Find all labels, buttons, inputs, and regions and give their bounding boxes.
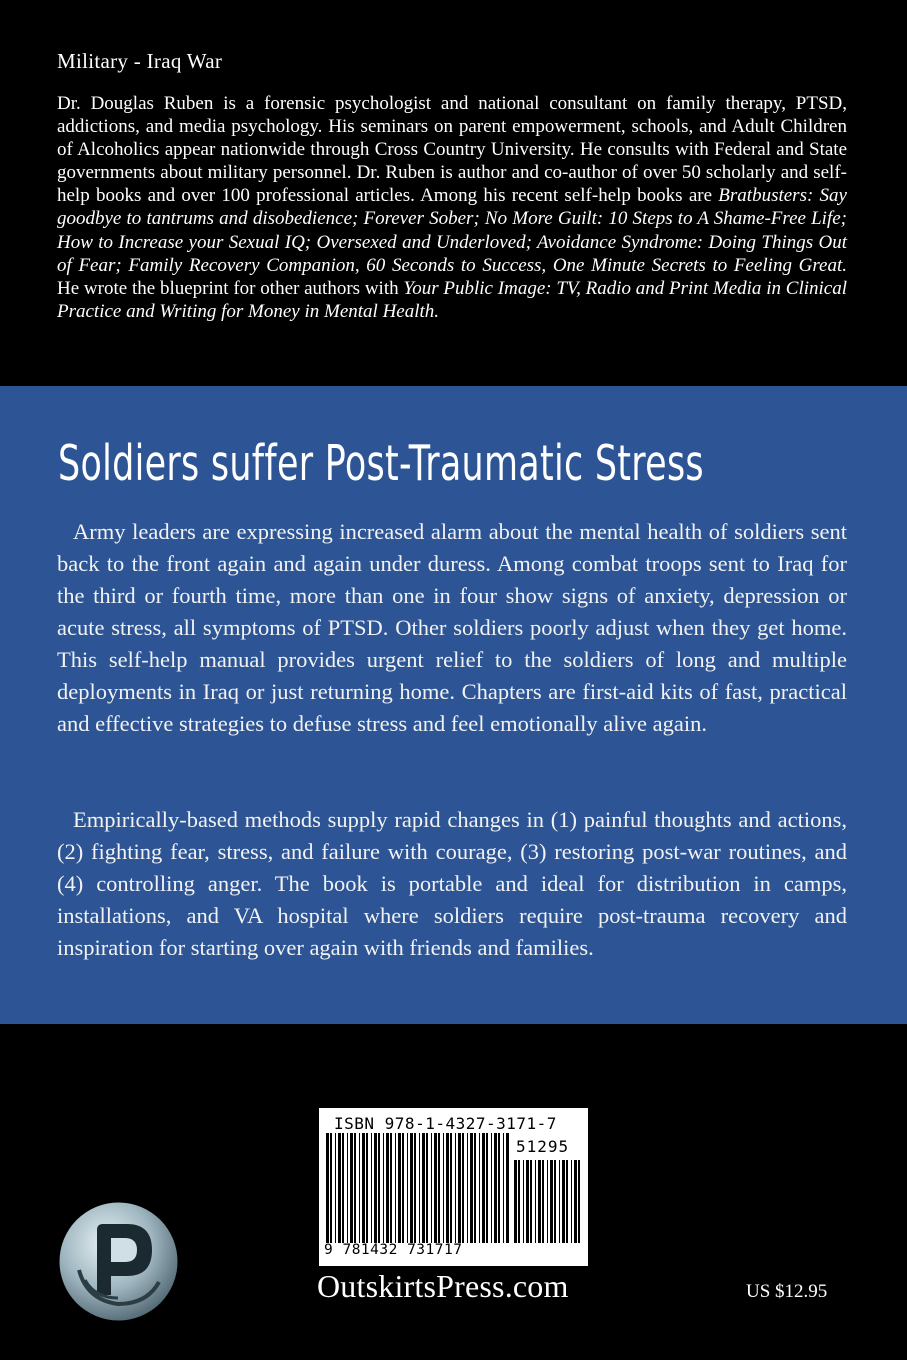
barcode-bar: [431, 1133, 432, 1243]
barcode-bar: [486, 1133, 488, 1243]
barcode-bar: [455, 1133, 456, 1243]
publisher-url: OutskirtsPress.com: [317, 1268, 569, 1304]
barcode-bar: [578, 1160, 580, 1243]
barcode-bar: [491, 1133, 492, 1243]
barcode-bar: [523, 1160, 524, 1243]
barcode-bar: [347, 1133, 348, 1243]
barcode-bar: [359, 1133, 360, 1243]
barcode-bar: [514, 1160, 517, 1243]
bio-text-1: Dr. Douglas Ruben is a forensic psychologist and national consultant on family therapy, PTSD, addictions, and media psychology. His seminars on parent empowerment, schools, and Adult Children of Alcoholics appear nationwide through Cross Country University. He consults with Federal and State governments about military personnel. Dr. Ruben is author and co-author of over 50 scholarly and self-help books and over 100 professional articles. Among his recent self-help books are: [57, 93, 847, 207]
barcode-bar: [422, 1133, 425, 1243]
barcode-bar: [326, 1133, 329, 1243]
barcode-bar: [350, 1133, 353, 1243]
barcode-bar: [419, 1133, 420, 1243]
description-paragraph-1: Army leaders are expressing increased alarm about the mental health of soldiers sent back to the front again and again under duress. Among combat troops sent to Iraq for the third or fourth time, more than one in four show signs of anxiety, depression or acute stress, all symptoms of PTSD. Other soldiers poorly adjust when they get home. This self-help manual provides urgent relief to the soldiers of long and multiple deployments in Iraq or just returning home. Chapters are first-aid kits of fast, practical and effective strategies to defuse stress and feel emotionally alive again.: [57, 519, 847, 736]
barcode-bar: [414, 1133, 416, 1243]
barcode-bar: [542, 1160, 544, 1243]
barcode-bar: [450, 1133, 452, 1243]
bio-book-titles: Bratbusters: Say goodbye to tantrums and disobedience; Forever Sober; No More Guilt: 10 Steps to A Shame-Free Life; How to Increase your Sexual IQ; Oversexed and Underloved; Avoidance Syndrome: Doing Things Out of Fear; Family Recovery Companion, 60 Seconds to Success, One Minute Secrets to Feeling Great.: [57, 185, 847, 276]
barcode-bar: [374, 1133, 377, 1243]
isbn-number: ISBN 978-1-4327-3171-7: [334, 1114, 557, 1133]
barcode-bar: [467, 1133, 468, 1243]
barcode-bar: [526, 1160, 529, 1243]
barcode-bar: [383, 1133, 384, 1243]
barcode-bar: [518, 1160, 520, 1243]
bio-book-titles-2: Your Public Image: TV, Radio and Print Media in Clinical Practice and Writing for Money in Mental Health.: [57, 277, 847, 322]
barcode-bar: [354, 1133, 356, 1243]
barcode-bar: [446, 1133, 449, 1243]
barcode-bar: [410, 1133, 413, 1243]
barcode-bar: [506, 1133, 509, 1243]
barcode-bar: [482, 1133, 485, 1243]
author-bio: [57, 92, 847, 323]
price-code: 51295: [516, 1137, 570, 1156]
barcode-bar: [398, 1133, 401, 1243]
barcode-bar: [362, 1133, 365, 1243]
barcode-bar: [378, 1133, 380, 1243]
ean-digits: 9 781432 731717: [324, 1242, 463, 1258]
category-label: Military - Iraq War: [57, 49, 223, 73]
barcode-bar: [402, 1133, 404, 1243]
barcode-bar: [562, 1160, 565, 1243]
barcode-bar: [462, 1133, 464, 1243]
ean-barcode: [326, 1133, 512, 1243]
price: US $12.95: [746, 1281, 828, 1302]
headline: Soldiers suffer Post-Traumatic Stress: [58, 435, 704, 492]
barcode-bar: [566, 1160, 568, 1243]
author-bio-section: [0, 0, 907, 386]
outskirts-press-logo-icon: [57, 1200, 180, 1323]
addon-barcode: [514, 1160, 582, 1243]
barcode-bar: [386, 1133, 389, 1243]
barcode-bar: [470, 1133, 473, 1243]
barcode-bar: [426, 1133, 428, 1243]
barcode-bar: [503, 1133, 504, 1243]
barcode-bar: [535, 1160, 536, 1243]
barcode-bar: [438, 1133, 440, 1243]
barcode-bar: [366, 1133, 368, 1243]
barcode-bar: [390, 1133, 392, 1243]
barcode-bar: [338, 1133, 341, 1243]
barcode-bar: [474, 1133, 476, 1243]
barcode-bar: [559, 1160, 560, 1243]
barcode-bar: [498, 1133, 500, 1243]
barcode-bar: [538, 1160, 541, 1243]
barcode-bar: [395, 1133, 396, 1243]
barcode-bar: [574, 1160, 577, 1243]
barcode-bar: [554, 1160, 556, 1243]
barcode-bar: [371, 1133, 372, 1243]
description-paragraph-2: Empirically-based methods supply rapid changes in (1) painful thoughts and actions, (2) fighting fear, stress, and failure with courage, (3) restoring post-war routines, and (4) controlling anger. The book is portable and ideal for distribution in camps, installations, and VA hospital where soldiers require post-trauma recovery and inspiration for starting over again with friends and families.: [57, 807, 847, 960]
bio-text-2: He wrote the blueprint for other authors with: [57, 277, 404, 299]
barcode-bar: [494, 1133, 497, 1243]
barcode-bar: [550, 1160, 553, 1243]
barcode-bar: [479, 1133, 480, 1243]
barcode-bar: [434, 1133, 437, 1243]
barcode-bar: [443, 1133, 444, 1243]
barcode-bar: [530, 1160, 532, 1243]
barcode-bar: [335, 1133, 336, 1243]
barcode-bar: [330, 1133, 332, 1243]
barcode-bar: [458, 1133, 461, 1243]
barcode-bar: [571, 1160, 572, 1243]
barcode-bar: [342, 1133, 344, 1243]
barcode-bar: [547, 1160, 548, 1243]
barcode-bar: [407, 1133, 408, 1243]
